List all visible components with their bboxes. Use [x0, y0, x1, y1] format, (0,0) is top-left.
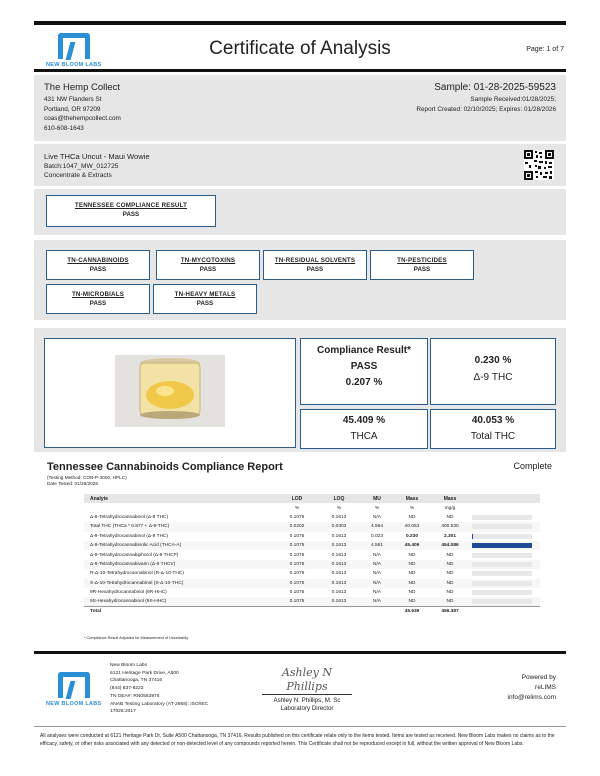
- mass-bar-track: [472, 524, 532, 529]
- client-email: coas@thehempcollect.com: [44, 115, 121, 122]
- mass-bar-track: [472, 590, 532, 595]
- mass-bar-track: [472, 534, 532, 539]
- cell-mass-mg: ND: [446, 561, 454, 567]
- cell-mass-mg: ND: [446, 552, 454, 558]
- cell-mass-pct: ND: [408, 580, 416, 586]
- test-pesticides: TN-PESTICIDES PASS: [370, 250, 474, 280]
- cell-mu: N/A: [373, 561, 381, 567]
- table-row: [84, 522, 540, 531]
- report-title: Tennessee Cannabinoids Compliance Report: [47, 461, 283, 473]
- mass-bar-track: [472, 599, 532, 604]
- table-row: [84, 532, 540, 541]
- client-phone: 610-608-1643: [44, 124, 84, 132]
- cell-mass-mg: ND: [446, 580, 454, 586]
- qr-code-icon[interactable]: [524, 150, 554, 180]
- col-analyte: Analyte: [90, 495, 109, 502]
- mass-bar-track: [472, 515, 532, 520]
- lab-address-2: Chattanooga, TN 37416: [110, 678, 163, 684]
- report-status: Complete: [513, 461, 552, 471]
- test-residual-solvents: TN-RESIDUAL SOLVENTS PASS: [263, 250, 367, 280]
- sample-info: [416, 81, 556, 114]
- cell-analyte: S-Δ-10-Tetrahydrocannabinol (S-Δ-10-THC): [90, 580, 184, 586]
- compliance-result-card: [300, 338, 428, 405]
- mass-bar-fill: [472, 534, 473, 539]
- table-row: [84, 560, 540, 569]
- cell-bar: [470, 550, 540, 559]
- compliance-label: TENNESSEE COMPLIANCE RESULT: [74, 202, 188, 209]
- cell-lod: 0.1075: [289, 552, 305, 558]
- sample-id: Sample: 01-28-2025-59523: [434, 82, 556, 93]
- cell-mass-mg: ND: [446, 599, 454, 605]
- cell-analyte: 9S-Hexahydrocannabinol (9S-HHC): [90, 599, 167, 605]
- cell-analyte: Δ-9-Tetrahydrocannabiphorol (Δ-9 THCP): [90, 552, 179, 558]
- cell-loq: 0.1613: [331, 599, 347, 605]
- mass-bar-track: [472, 571, 532, 576]
- cell-bar: [470, 522, 540, 531]
- table-row: [84, 550, 540, 559]
- mass-bar-track: [472, 562, 532, 567]
- powered-by-email[interactable]: info@relims.com: [507, 694, 556, 701]
- thca-label: THCA: [350, 431, 378, 442]
- cell-loq: 0.1613: [331, 561, 347, 567]
- cell-bar: [470, 532, 540, 541]
- lab-dea: TN DEA#: RN0563975: [110, 693, 160, 699]
- cell-lod: 0.1075: [289, 514, 305, 520]
- sample-jar-image: [115, 355, 225, 427]
- date-tested: Date Tested: 01/28/2025: [47, 480, 98, 486]
- col-mass-mg: Mass: [443, 495, 457, 502]
- powered-by-name: reLIMS: [535, 684, 556, 691]
- report-meta: [47, 475, 127, 487]
- client-address-1: 431 NW Flanders St: [44, 96, 102, 103]
- table-row: [84, 513, 540, 522]
- total-mg: 456.387: [441, 609, 459, 615]
- lab-info: [110, 662, 208, 716]
- disclaimer-text: All analyses were conducted at 6121 Heritage Park Dr, Suite A500 Chattanooga, TN 37416. Results published on this certificate relate only to the items tested. Items are tested as received. New Bloom Labs makes no claims as to the efficacy, safety, or other risks associated with any detected or non-detected level of any compounds reported herein. This Certificate shall not be reproduced except in full, without the written approval of New Bloom Labs.: [40, 733, 555, 747]
- col-bar: [470, 494, 540, 503]
- cell-mass-pct: 0.230: [405, 533, 418, 539]
- cell-lod: 0.1075: [289, 590, 305, 596]
- top-rule: [34, 21, 566, 25]
- cell-mu: 0.023: [370, 533, 383, 539]
- cell-mass-pct: ND: [408, 590, 416, 596]
- total-pct: 45.639: [404, 609, 420, 615]
- page-title: Certificate of Analysis: [209, 38, 391, 59]
- cell-loq: 0.1613: [331, 590, 347, 596]
- cell-loq: 0.1613: [331, 552, 347, 558]
- cell-lod: 0.1075: [289, 533, 305, 539]
- cannabinoids-table: [84, 494, 540, 616]
- cell-lod: 0.0202: [289, 524, 305, 530]
- table-row: [84, 579, 540, 588]
- cell-bar: [470, 579, 540, 588]
- cell-bar: [470, 588, 540, 597]
- mass-bar-track: [472, 581, 532, 586]
- header-rule: [34, 69, 566, 72]
- cell-analyte: Δ-9-Tetrahydrocannabinol (Δ-9 THC): [90, 533, 169, 539]
- total-thc-value: 40.053 %: [471, 415, 515, 426]
- d9-thc-value: 0.230 %: [474, 355, 512, 366]
- cell-mass-pct: 40.053: [404, 524, 420, 530]
- cell-bar: [470, 541, 540, 550]
- cell-mass-mg: ND: [446, 514, 454, 520]
- cell-bar: [470, 513, 540, 522]
- footer-rule: [34, 651, 566, 654]
- cell-analyte: Δ-9-Tetrahydrocannabinolic Acid (THCA-A): [90, 543, 182, 549]
- cell-mu: N/A: [373, 514, 381, 520]
- total-label: Total: [90, 609, 102, 615]
- thca-value: 45.409 %: [342, 415, 386, 426]
- cell-mass-mg: ND: [446, 571, 454, 577]
- report-created: Report Created: 02/10/2025; Expires: 01/28/2026: [416, 105, 556, 113]
- cell-analyte: R-Δ-10-Tetrahydrocannabinol (R-Δ-10-THC): [90, 571, 184, 577]
- signer-name: Ashley N. Phillips, M. Sc: [273, 697, 341, 704]
- cell-bar: [470, 560, 540, 569]
- cell-mass-mg: 2.301: [443, 533, 456, 539]
- sample-received: Sample Received:01/28/2025;: [470, 96, 556, 103]
- cell-loq: 0.1613: [331, 543, 347, 549]
- col-lod: LOD: [291, 495, 303, 502]
- cell-loq: 0.1613: [331, 580, 347, 586]
- cell-mass-pct: ND: [408, 561, 416, 567]
- signature-image: Ashley N Phillips: [262, 666, 352, 695]
- cell-lod: 0.1075: [289, 571, 305, 577]
- total-thc-label: Total THC: [470, 431, 516, 442]
- col-mu: MU: [373, 495, 381, 502]
- table-row: [84, 569, 540, 578]
- product-category: Concentrate & Extracts: [44, 172, 112, 179]
- col-loq: LOQ: [333, 495, 345, 502]
- test-microbials: TN-MICROBIALS PASS: [46, 284, 150, 314]
- d9-thc-label: Δ-9 THC: [473, 372, 513, 383]
- lab-address-1: 6121 Heritage Park Drive, A500: [110, 670, 179, 676]
- cell-mu: N/A: [373, 571, 381, 577]
- cell-mu: 4.564: [370, 524, 383, 530]
- tn-compliance-result: [46, 195, 216, 227]
- cell-lod: 0.1075: [289, 580, 305, 586]
- cell-analyte: Δ-8-Tetrahydrocannabinol (Δ-8 THC): [90, 514, 169, 520]
- testing-method: (Testing Method: CON-P-3000, HPLC): [47, 475, 127, 480]
- footer-lab-logo: [46, 672, 102, 707]
- uncertainty-footnote: * Compliance Result Adjusted for Measurement of Uncertainty: [84, 636, 189, 640]
- mass-bar-track: [472, 543, 532, 548]
- col-mass-pct: Mass: [405, 495, 419, 502]
- lab-phone: (844) 837-8223: [110, 686, 144, 692]
- table-row: [84, 597, 540, 606]
- cell-analyte: Δ-9-Tetrahydrocannabivarin (Δ-9 THCV): [90, 561, 176, 567]
- test-heavy-metals: TN-HEAVY METALS PASS: [153, 284, 257, 314]
- lab-anab: ANAB Testing Laboratory (AT-2868): ISO/IEC: [110, 701, 209, 707]
- powered-by-label: Powered by: [521, 674, 556, 681]
- compliance-value: PASS: [122, 211, 140, 218]
- footer-logo-mark-icon: [58, 672, 90, 698]
- disclaimer-rule: [34, 726, 566, 727]
- table-row: [84, 588, 540, 597]
- cell-loq: 0.0303: [331, 524, 347, 530]
- signer-title: Laboratory Director: [280, 705, 334, 712]
- cell-loq: 0.1613: [331, 514, 347, 520]
- total-thc-card: [430, 409, 556, 449]
- test-mycotoxins: TN-MYCOTOXINS PASS: [156, 250, 260, 280]
- test-cannabinoids: TN-CANNABINOIDS PASS: [46, 250, 150, 280]
- cell-loq: 0.1613: [331, 533, 347, 539]
- cell-mu: N/A: [373, 590, 381, 596]
- cell-loq: 0.1613: [331, 571, 347, 577]
- product-batch: Batch:1047_MW_012725: [44, 163, 119, 170]
- signature-block: [262, 666, 352, 713]
- product-name: Live THCa Uncut - Maui Wowie: [44, 152, 150, 161]
- table-header-row: [84, 494, 540, 503]
- d9-thc-card: [430, 338, 556, 405]
- compliance-result-value: PASS: [350, 361, 378, 372]
- product-info: [44, 152, 150, 180]
- cell-analyte: Total THC (THCa * 0.877 + Δ-9-THC): [90, 524, 170, 530]
- table-total-row: [84, 607, 540, 616]
- cell-lod: 0.1075: [289, 543, 305, 549]
- cell-mass-mg: 400.530: [441, 524, 459, 530]
- cell-mass-pct: ND: [408, 571, 416, 577]
- lab-name: New Bloom Labs: [110, 663, 147, 668]
- client-info: [44, 81, 121, 133]
- cell-analyte: 9R-Hexahydrocannabinol (9R-HHC): [90, 590, 167, 596]
- footer-logo-text: NEW BLOOM LABS: [46, 701, 102, 707]
- client-name: The Hemp Collect: [44, 82, 121, 93]
- logo-text: NEW BLOOM LABS: [46, 62, 102, 68]
- cell-mass-pct: ND: [408, 599, 416, 605]
- cell-bar: [470, 597, 540, 606]
- cell-mu: N/A: [373, 552, 381, 558]
- cell-mass-pct: 45.409: [404, 543, 420, 549]
- lab-iso: 17025:2017: [110, 709, 136, 715]
- cell-mass-mg: ND: [446, 590, 454, 596]
- cell-mu: 4.561: [370, 543, 383, 549]
- compliance-result-label: Compliance Result*: [317, 345, 411, 356]
- cell-mu: N/A: [373, 580, 381, 586]
- mass-bar-fill: [472, 543, 532, 548]
- sample-photo-frame: [44, 338, 296, 448]
- page-number: Page: 1 of 7: [526, 46, 564, 53]
- mass-bar-track: [472, 553, 532, 558]
- cell-mass-mg: 454.086: [441, 543, 459, 549]
- cell-mass-pct: ND: [408, 514, 416, 520]
- table-row: [84, 541, 540, 550]
- thca-card: [300, 409, 428, 449]
- cell-lod: 0.1075: [289, 599, 305, 605]
- table-units-row: % % % % mg/g: [294, 505, 456, 511]
- cell-lod: 0.1075: [289, 561, 305, 567]
- client-address-2: Portland, OR 97209: [44, 105, 101, 113]
- powered-by: [508, 673, 557, 703]
- cell-mu: N/A: [373, 599, 381, 605]
- cell-mass-pct: ND: [408, 552, 416, 558]
- compliance-result-pct: 0.207 %: [345, 377, 383, 388]
- cell-bar: [470, 569, 540, 578]
